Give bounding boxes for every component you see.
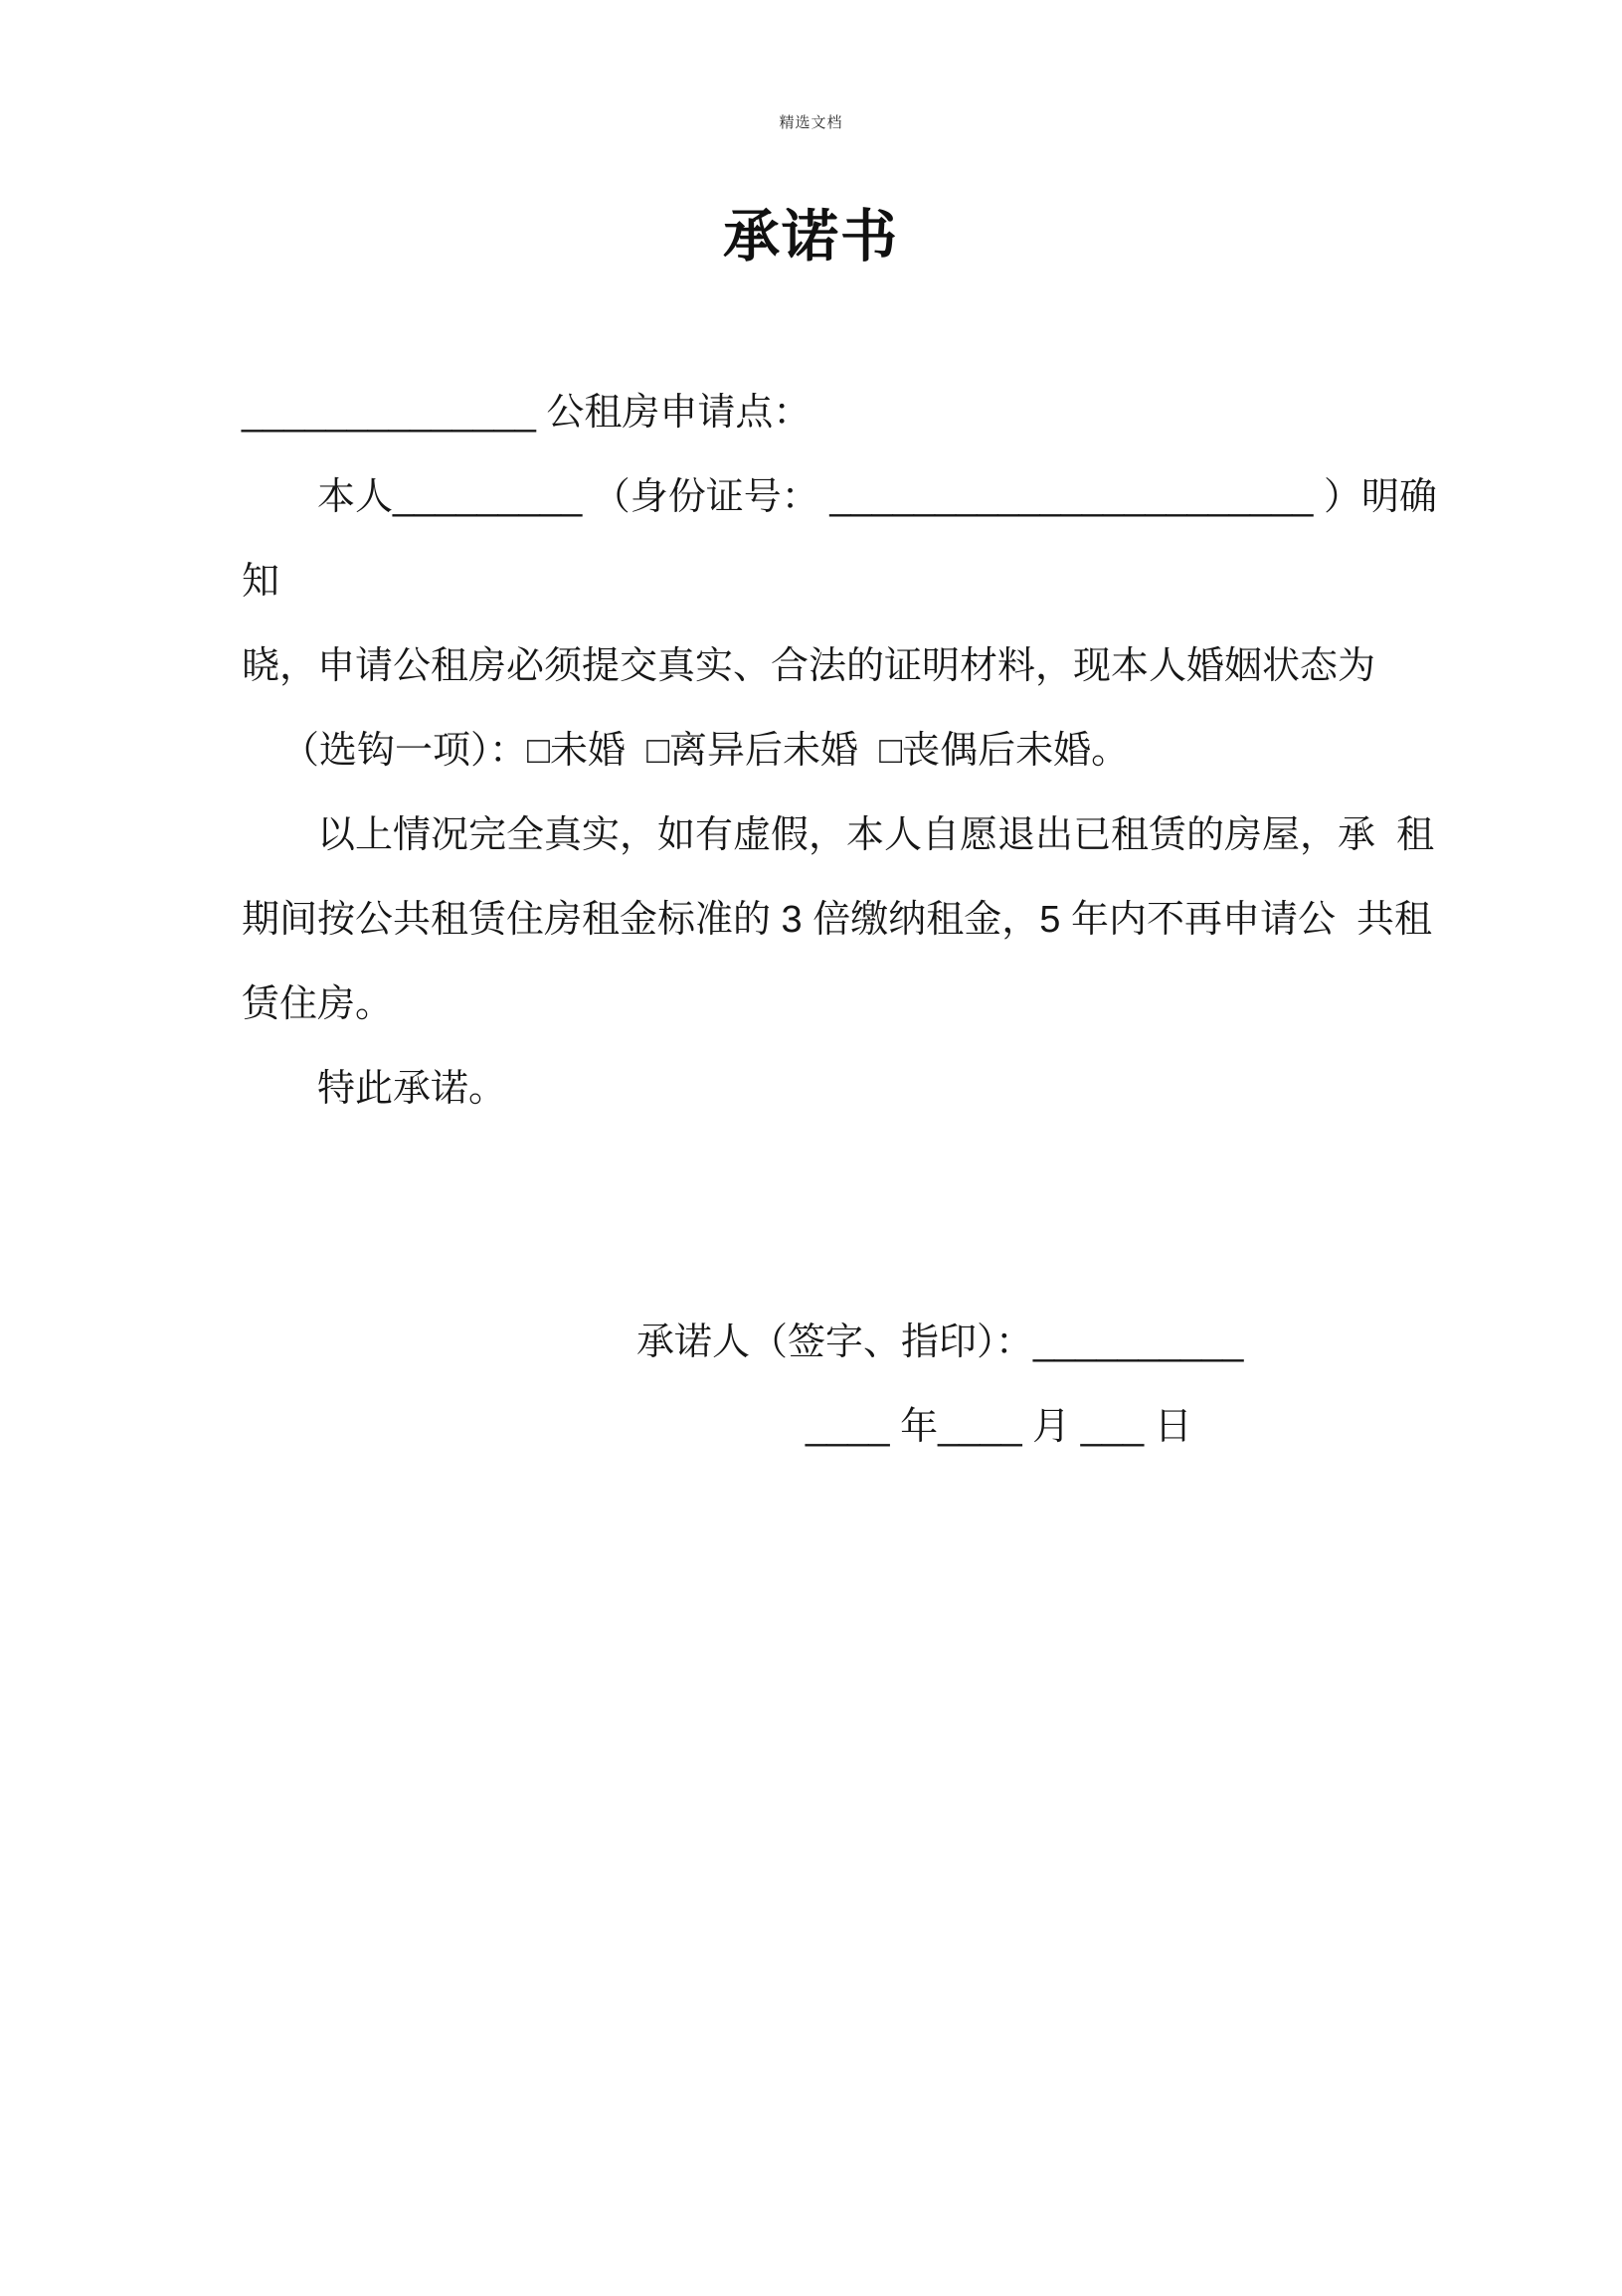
declarant-id-line: 本人_________ （身份证号： _______________________ ）明确 (317, 476, 1437, 518)
pledge-line-3: 赁住房。 (242, 983, 394, 1025)
pledge-line-1: 以上情况完全真实，如有虚假，本人自愿退出已租赁的房屋，承 租 (317, 814, 1435, 856)
pledge-line-2: 期间按公共租赁住房租金标准的 3 倍缴纳租金，5 年内不再申请公 共租 (242, 899, 1433, 941)
continuation-char-line: 知 (242, 561, 280, 603)
recipient-blank-line: ______________ 公租房申请点： (242, 392, 811, 434)
document-title: 承诺书 (723, 205, 899, 268)
header-watermark: 精选文档 (779, 114, 843, 131)
statement-line: 晓，申请公租房必须提交真实、合法的证明材料，现本人婚姻状态为 (242, 645, 1376, 687)
hereby-commit-line: 特此承诺。 (317, 1068, 507, 1110)
document-body (242, 371, 1437, 1470)
marital-status-checkbox-line: （选钩一项）：□未婚 □离异后未婚 □丧偶后未婚。 (281, 730, 1130, 772)
signature-line: 承诺人（签字、指印）：__________ (636, 1322, 1244, 1363)
date-line: ____ 年____ 月 ___ 日 (806, 1406, 1192, 1448)
